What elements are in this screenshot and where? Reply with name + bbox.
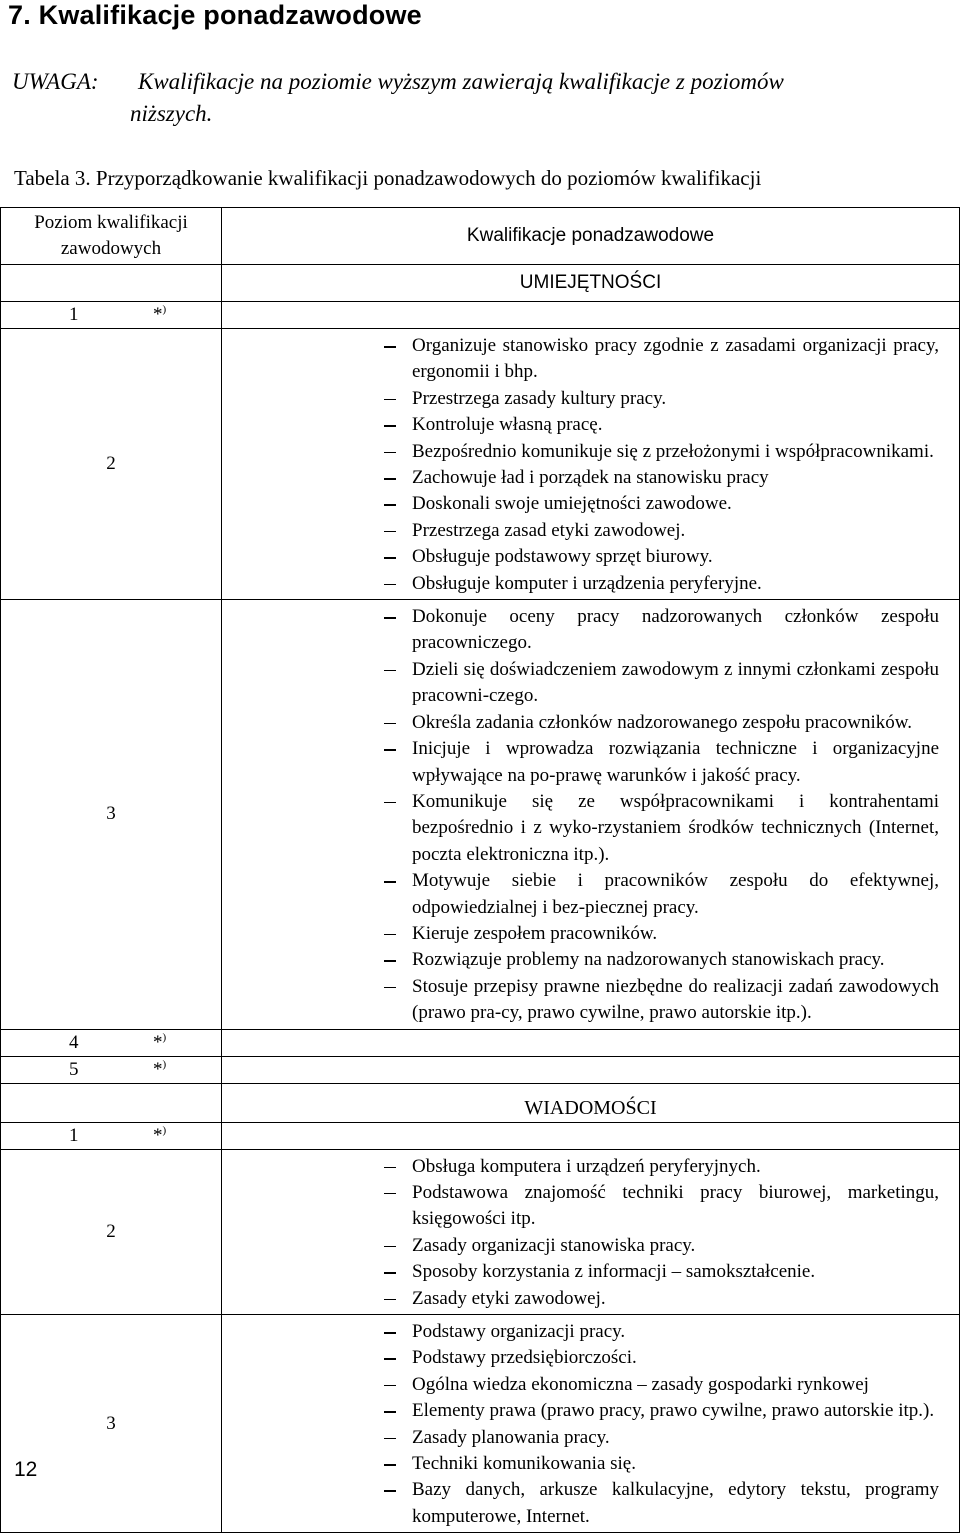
empty-cell bbox=[222, 1056, 960, 1083]
list-item: Kieruje zespołem pracowników. bbox=[222, 921, 939, 947]
list-item: Stosuje przepisy prawne niezbędne do realizacji zadań zawodowych (prawo pra-cy, prawo cywilne, prawo autorskie itp.). bbox=[222, 974, 939, 1027]
empty-cell bbox=[1, 1083, 222, 1122]
list-item: Rozwiązuje problemy na nadzorowanych stanowiskach pracy. bbox=[222, 947, 939, 973]
list-item: Doskonali swoje umiejętności zawodowe. bbox=[222, 491, 939, 517]
list-item: Podstawy organizacji pracy. bbox=[222, 1319, 939, 1345]
empty-cell bbox=[222, 1122, 960, 1149]
empty-cell bbox=[1, 265, 222, 302]
list-item: Bazy danych, arkusze kalkulacyjne, edytory tekstu, programy komputerowe, Internet. bbox=[222, 1477, 939, 1530]
skills-level-4-row bbox=[1, 1029, 960, 1056]
skills-section-row bbox=[1, 265, 960, 302]
list-item: Obsługa komputera i urządzeń peryferyjnych. bbox=[222, 1154, 939, 1180]
column-header-level: Poziom kwalifikacji zawodowych bbox=[1, 208, 222, 265]
list-item: Sposoby korzystania z informacji – samokształcenie. bbox=[222, 1259, 939, 1285]
list-item: Organizuje stanowisko pracy zgodnie z zasadami organizacji pracy, ergonomii i bhp. bbox=[222, 333, 939, 386]
column-header-qualifications: Kwalifikacje ponadzawodowe bbox=[222, 208, 960, 265]
knowledge-level-3-list bbox=[222, 1315, 959, 1532]
table-header-row bbox=[1, 208, 960, 265]
page-number: 12 bbox=[14, 1458, 38, 1481]
list-item: Komunikuje się ze współpracownikami i kontrahentami bezpośrednio i z wyko-rzystaniem środków technicznych (Internet, poczta elektroniczna itp.). bbox=[222, 789, 939, 868]
list-item: Zachowuje ład i porządek na stanowisku pracy bbox=[222, 465, 939, 491]
list-item: Przestrzega zasad etyki zawodowej. bbox=[222, 518, 939, 544]
star-marker: *) bbox=[153, 1058, 167, 1080]
list-item: Obsługuje komputer i urządzenia peryferyjne. bbox=[222, 571, 939, 597]
star-marker: *) bbox=[153, 303, 167, 326]
knowledge-level-2-cell bbox=[222, 1149, 960, 1314]
skills-level-1-row bbox=[1, 302, 960, 329]
knowledge-level-1-row bbox=[1, 1122, 960, 1149]
knowledge-level-3-cell bbox=[222, 1315, 960, 1533]
skills-level-5-row bbox=[1, 1056, 960, 1083]
level-cell: 3 bbox=[1, 600, 222, 1030]
skills-level-3-row bbox=[1, 600, 960, 1030]
note-line-1: Kwalifikacje na poziomie wyższym zawierają kwalifikacje z poziomów bbox=[138, 69, 784, 94]
skills-level-2-cell bbox=[222, 329, 960, 600]
star-marker: *) bbox=[153, 1124, 167, 1146]
level-cell: 4 *) bbox=[1, 1029, 222, 1056]
level-cell: 5 *) bbox=[1, 1056, 222, 1083]
note-line-2: niższych. bbox=[130, 101, 213, 126]
knowledge-section-row bbox=[1, 1083, 960, 1122]
empty-cell bbox=[222, 302, 960, 329]
list-item: Motywuje siebie i pracowników zespołu do efektywnej, odpowiedzialnej i bez-piecznej pracy. bbox=[222, 868, 939, 921]
table-caption: Tabela 3. Przyporządkowanie kwalifikacji ponadzawodowych do poziomów kwalifikacji bbox=[14, 166, 762, 190]
list-item: Dzieli się doświadczeniem zawodowym z innymi członkami zespołu pracowni-czego. bbox=[222, 657, 939, 710]
knowledge-level-2-row bbox=[1, 1149, 960, 1314]
knowledge-heading: WIADOMOŚCI bbox=[222, 1083, 960, 1122]
list-item: Przestrzega zasady kultury pracy. bbox=[222, 386, 939, 412]
list-item: Określa zadania członków nadzorowanego zespołu pracowników. bbox=[222, 710, 939, 736]
level-cell: 3 bbox=[1, 1315, 222, 1533]
list-item: Zasady organizacji stanowiska pracy. bbox=[222, 1233, 939, 1259]
level-cell: 1 *) bbox=[1, 1122, 222, 1149]
list-item: Kontroluje własną pracę. bbox=[222, 412, 939, 438]
list-item: Podstawy przedsiębiorczości. bbox=[222, 1345, 939, 1371]
section-heading: 7. Kwalifikacje ponadzawodowe bbox=[8, 0, 422, 30]
qualifications-table bbox=[0, 207, 960, 1533]
skills-level-3-list bbox=[222, 600, 959, 1029]
note bbox=[12, 66, 784, 130]
level-cell: 1 *) bbox=[1, 302, 222, 329]
list-item: Zasady etyki zawodowej. bbox=[222, 1286, 939, 1312]
note-label: UWAGA: bbox=[12, 69, 99, 94]
list-item: Inicjuje i wprowadza rozwiązania techniczne i organizacyjne wpływające na po-prawę warunków i jakość pracy. bbox=[222, 736, 939, 789]
list-item: Podstawowa znajomość techniki pracy biurowej, marketingu, księgowości itp. bbox=[222, 1180, 939, 1233]
skills-level-2-row bbox=[1, 329, 960, 600]
knowledge-level-2-list bbox=[222, 1150, 959, 1314]
skills-heading: UMIEJĘTNOŚCI bbox=[222, 265, 960, 302]
skills-level-2-list bbox=[222, 329, 959, 599]
knowledge-level-3-row bbox=[1, 1315, 960, 1533]
list-item: Obsługuje podstawowy sprzęt biurowy. bbox=[222, 544, 939, 570]
list-item: Ogólna wiedza ekonomiczna – zasady gospodarki rynkowej bbox=[222, 1372, 939, 1398]
list-item: Elementy prawa (prawo pracy, prawo cywilne, prawo autorskie itp.). bbox=[222, 1398, 939, 1424]
star-marker: *) bbox=[153, 1031, 167, 1053]
skills-level-3-cell bbox=[222, 600, 960, 1030]
list-item: Dokonuje oceny pracy nadzorowanych członków zespołu pracowniczego. bbox=[222, 604, 939, 657]
empty-cell bbox=[222, 1029, 960, 1056]
level-cell: 2 bbox=[1, 1149, 222, 1314]
list-item: Zasady planowania pracy. bbox=[222, 1425, 939, 1451]
list-item: Techniki komunikowania się. bbox=[222, 1451, 939, 1477]
level-cell: 2 bbox=[1, 329, 222, 600]
list-item: Bezpośrednio komunikuje się z przełożonymi i współpracownikami. bbox=[222, 439, 939, 465]
